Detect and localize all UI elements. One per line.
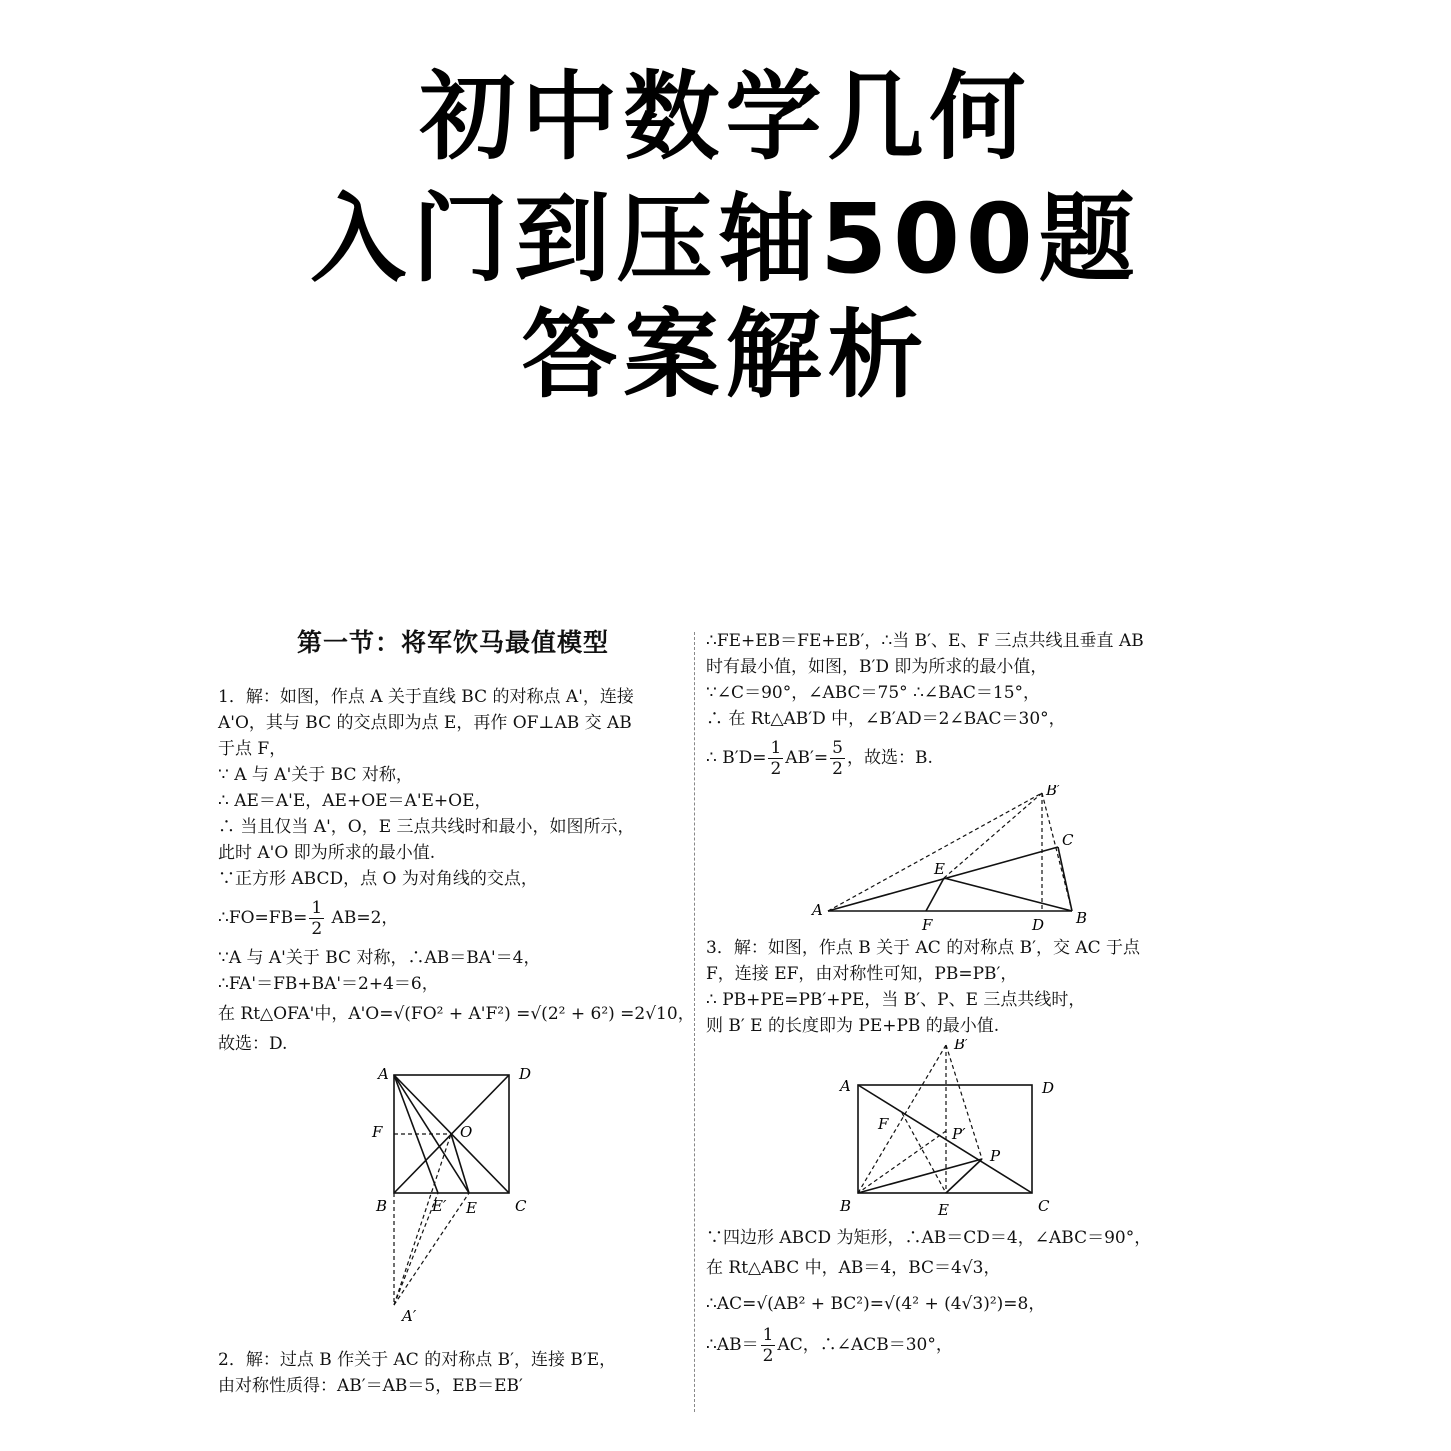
label-a-prime: A′ xyxy=(402,1307,417,1325)
label-f: F xyxy=(372,1123,383,1141)
segment-eb xyxy=(944,878,1072,911)
label-c: C xyxy=(515,1197,527,1215)
text-line: A'O，其与 BC 的交点即为点 E，再作 OF⊥AB 交 AB xyxy=(218,713,632,733)
text-line: F，连接 EF，由对称性可知，PB=PB′， xyxy=(706,964,1018,984)
text-line: 3．解：如图，作点 B 关于 AC 的对称点 B′，交 AC 于点 xyxy=(706,938,1141,958)
text-line: ∵∠C＝90°，∠ABC＝75° ∴∠BAC＝15°， xyxy=(706,683,1041,703)
text-line: 则 B′ E 的长度即为 PE+PB 的最小值. xyxy=(706,1016,1000,1036)
denominator: 2 xyxy=(770,759,782,779)
text-segment: AB′= xyxy=(785,748,829,768)
text-line: ∴FA'＝FB+BA'＝2+4＝6， xyxy=(218,974,439,994)
cover-title-line1: 初中数学几何 xyxy=(419,61,1032,173)
left-column xyxy=(218,628,695,1399)
label-a: A xyxy=(840,1077,851,1095)
text-segment: ∴ B′D= xyxy=(706,748,767,768)
text-segment: ∴AB＝ xyxy=(706,1335,759,1355)
text-line: ∴ 当且仅当 A'，O，E 三点共线时和最小，如图所示， xyxy=(218,817,635,837)
label-c: C xyxy=(1062,831,1074,849)
label-p-prime: P′ xyxy=(952,1125,966,1143)
denominator: 2 xyxy=(832,759,843,779)
segment-fe xyxy=(902,1113,946,1193)
text-line: 于点 F， xyxy=(218,739,287,759)
label-e: E xyxy=(934,860,945,878)
numerator: 1 xyxy=(770,738,782,758)
text-line: 在 Rt△OFA'中，A'O=√(FO² + A'F²) =√(2² + 6²) =2√10， xyxy=(218,1004,695,1024)
label-d: D xyxy=(1042,1079,1055,1097)
text-line: 2．解：过点 B 作关于 AC 的对称点 B′，连接 B′E， xyxy=(218,1350,617,1370)
label-d: D xyxy=(1032,916,1045,934)
text-line: ∵A 与 A'关于 BC 对称，∴AB＝BA'＝4， xyxy=(218,948,541,968)
label-b-prime: B′ xyxy=(954,1039,969,1053)
label-b: B xyxy=(1076,909,1088,927)
text-line: ∴ AE＝A'E，AE+OE＝A'E+OE， xyxy=(218,791,492,811)
right-column xyxy=(706,628,1206,1366)
label-b-prime: B′ xyxy=(1046,785,1061,799)
text-segment: AC，∴∠ACB＝30°， xyxy=(777,1335,953,1355)
fraction xyxy=(309,898,324,939)
section-title: 第一节：将军饮马最值模型 xyxy=(296,628,609,657)
segment-cb xyxy=(1058,847,1072,911)
fraction-line xyxy=(706,738,1206,779)
segment-bb1 xyxy=(858,1045,946,1193)
label-e: E xyxy=(938,1201,949,1219)
text-line: ∴ PB+PE=PB′+PE，当 B′、P、E 三点共线时， xyxy=(706,990,1086,1010)
text-line: ∵正方形 ABCD，点 O 为对角线的交点， xyxy=(218,869,538,889)
segment-p1b xyxy=(858,1131,946,1193)
denominator: 2 xyxy=(762,1346,774,1366)
fraction-line xyxy=(218,898,688,939)
text-segment: ∴FO=FB= xyxy=(218,908,308,928)
figure-2-triangle xyxy=(706,785,1206,935)
text-line: 时有最小值，如图，B′D 即为所求的最小值， xyxy=(706,657,1048,677)
label-e: E xyxy=(466,1199,477,1217)
text-line: 故选：D. xyxy=(218,1034,288,1054)
label-a: A xyxy=(378,1065,389,1083)
label-f: F xyxy=(922,916,933,934)
text-line: 由对称性质得：AB′＝AB＝5，EB＝EB′ xyxy=(218,1376,523,1396)
text-line: ∴AC=√(AB² + BC²)=√(4² + (4√3)²)=8， xyxy=(706,1294,1046,1314)
text-line: 此时 A'O 即为所求的最小值. xyxy=(218,843,436,863)
denominator: 2 xyxy=(311,919,323,939)
numerator: 1 xyxy=(311,898,323,918)
label-o: O xyxy=(460,1123,473,1141)
cover-title-line2: 入门到压轴500题 xyxy=(310,183,1141,295)
label-a: A xyxy=(812,901,823,919)
fraction xyxy=(830,738,845,779)
label-p: P xyxy=(990,1147,1001,1165)
text-segment: ，故选：B. xyxy=(846,748,933,768)
label-e-prime: E′ xyxy=(432,1197,447,1215)
label-b: B xyxy=(376,1197,388,1215)
text-line: ∵ A 与 A'关于 BC 对称， xyxy=(218,765,413,785)
label-d: D xyxy=(519,1065,532,1083)
numerator: 5 xyxy=(832,738,843,758)
text-line: ∴FE+EB＝FE+EB′，∴当 B′、E、F 三点共线且垂直 AB xyxy=(706,631,1144,651)
text-line: ∴ 在 Rt△AB′D 中，∠B′AD＝2∠BAC＝30°， xyxy=(706,709,1066,729)
numerator: 1 xyxy=(762,1325,774,1345)
text-line: 1．解：如图，作点 A 关于直线 BC 的对称点 A'，连接 xyxy=(218,687,634,707)
text-segment: AB=2， xyxy=(326,908,399,928)
label-b: B xyxy=(840,1197,852,1215)
label-f: F xyxy=(878,1115,889,1133)
diagonal-ac xyxy=(858,1085,1032,1193)
figure-1-square xyxy=(218,1065,688,1345)
fraction-line xyxy=(706,1325,1206,1366)
fraction xyxy=(768,738,783,779)
segment-a1o xyxy=(394,1134,451,1305)
label-c: C xyxy=(1038,1197,1050,1215)
text-line: 在 Rt△ABC 中，AB＝4，BC＝4√3， xyxy=(706,1258,1001,1278)
figure-3-rectangle xyxy=(706,1039,1206,1225)
fraction xyxy=(761,1325,776,1366)
cover-title-line3: 答案解析 xyxy=(521,299,930,411)
text-line: ∵四边形 ABCD 为矩形，∴AB＝CD＝4，∠ABC＝90°， xyxy=(706,1228,1152,1248)
